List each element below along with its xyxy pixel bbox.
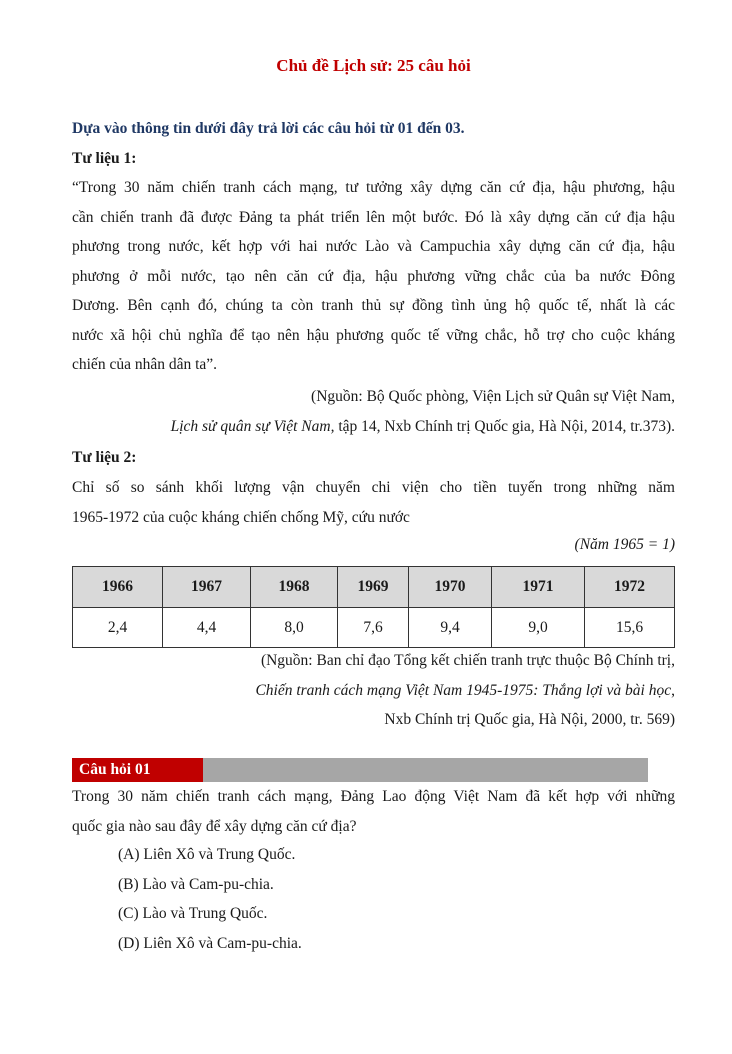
table-header-cell: 1968 [251,567,338,608]
option-d[interactable]: (D) Liên Xô và Cam-pu-chia. [118,935,302,952]
table-cell: 8,0 [251,608,338,648]
citation-punct: , [671,682,675,699]
table-cell: 9,0 [492,608,585,648]
table-header-cell: 1967 [163,567,251,608]
source-2-citation-book [255,682,675,700]
table-cell: 7,6 [338,608,409,648]
citation-detail: tập 14, Nxb Chính trị Quốc gia, Hà Nội, 2014, tr.373). [334,418,675,435]
question-line: quốc gia nào sau đây để xây dựng căn cứ địa? [72,817,357,835]
option-a[interactable]: (A) Liên Xô và Trung Quốc. [118,846,296,863]
description-line: 1965-1972 của cuộc kháng chiến chống Mỹ, cứu nước [72,508,410,526]
source-1-quote [72,173,675,380]
quote-line: “Trong 30 năm chiến tranh cách mạng, tư tưởng xây dựng căn cứ địa, hậu phương, hậu [72,179,675,196]
description-line: Chỉ số so sánh khối lượng vận chuyển chi viện cho tiền tuyến trong những năm [72,479,675,496]
table-header-row [73,567,675,608]
book-title: Chiến tranh cách mạng Việt Nam 1945-1975: Thắng lợi và bài học [255,682,672,699]
page-title: Chủ đề Lịch sử: 25 câu hỏi [276,56,471,75]
option-b[interactable]: (B) Lào và Cam-pu-chia. [118,876,274,893]
source-2-description [72,473,675,532]
transport-index-table [72,566,675,648]
question-text [72,782,675,841]
quote-line: cần chiến tranh đã được Đảng ta phát triển lên một bước. Đó là xây dựng căn cứ địa hậu [72,208,675,226]
source-2-citation-publisher: Nxb Chính trị Quốc gia, Hà Nội, 2000, tr. 569) [384,711,675,728]
question-line: Trong 30 năm chiến tranh cách mạng, Đảng Lao động Việt Nam đã kết hợp với những [72,788,675,805]
quote-line: nước xã hội chủ nghĩa để tạo nên hậu phương quốc tế vững chắc, hỗ trợ cho cuộc kháng [72,326,675,344]
quote-line: phương ở mỗi nước, tạo nên căn cứ địa, hậu phương vững chắc của ba nước Đông [72,267,675,285]
table-header-cell: 1972 [585,567,675,608]
table-header-cell: 1966 [73,567,163,608]
quote-line: Dương. Bên cạnh đó, chúng ta còn tranh thủ sự đồng tình ủng hộ quốc tế, nhất là các [72,297,675,314]
book-title: Lịch sử quân sự Việt Nam, [170,418,335,435]
source-1-citation: (Nguồn: Bộ Quốc phòng, Viện Lịch sử Quân sự Việt Nam, [311,388,675,405]
question-label: Câu hỏi 01 [72,758,203,782]
table-cell: 9,4 [409,608,492,648]
table-header-cell: 1970 [409,567,492,608]
quote-line: phương trong nước, kết hợp với hai nước Lào và Campuchia xây dựng căn cứ địa, hậu [72,238,675,255]
table-header-cell: 1969 [338,567,409,608]
source-1-label: Tư liệu 1: [72,150,137,167]
table-cell: 15,6 [585,608,675,648]
table-cell: 2,4 [73,608,163,648]
table-header-cell: 1971 [492,567,585,608]
source-1-citation-book [171,418,675,436]
table-note: (Năm 1965 = 1) [574,536,675,553]
source-2-label: Tư liệu 2: [72,449,137,466]
quote-line: chiến của nhân dân ta”. [72,356,218,373]
source-2-citation: (Nguồn: Ban chỉ đạo Tổng kết chiến tranh trực thuộc Bộ Chính trị, [260,652,675,669]
table-cell: 4,4 [163,608,251,648]
table-row [73,608,675,648]
option-c[interactable]: (C) Lào và Trung Quốc. [118,905,268,922]
instruction-heading: Dựa vào thông tin dưới đây trả lời các câu hỏi từ 01 đến 03. [72,120,465,137]
